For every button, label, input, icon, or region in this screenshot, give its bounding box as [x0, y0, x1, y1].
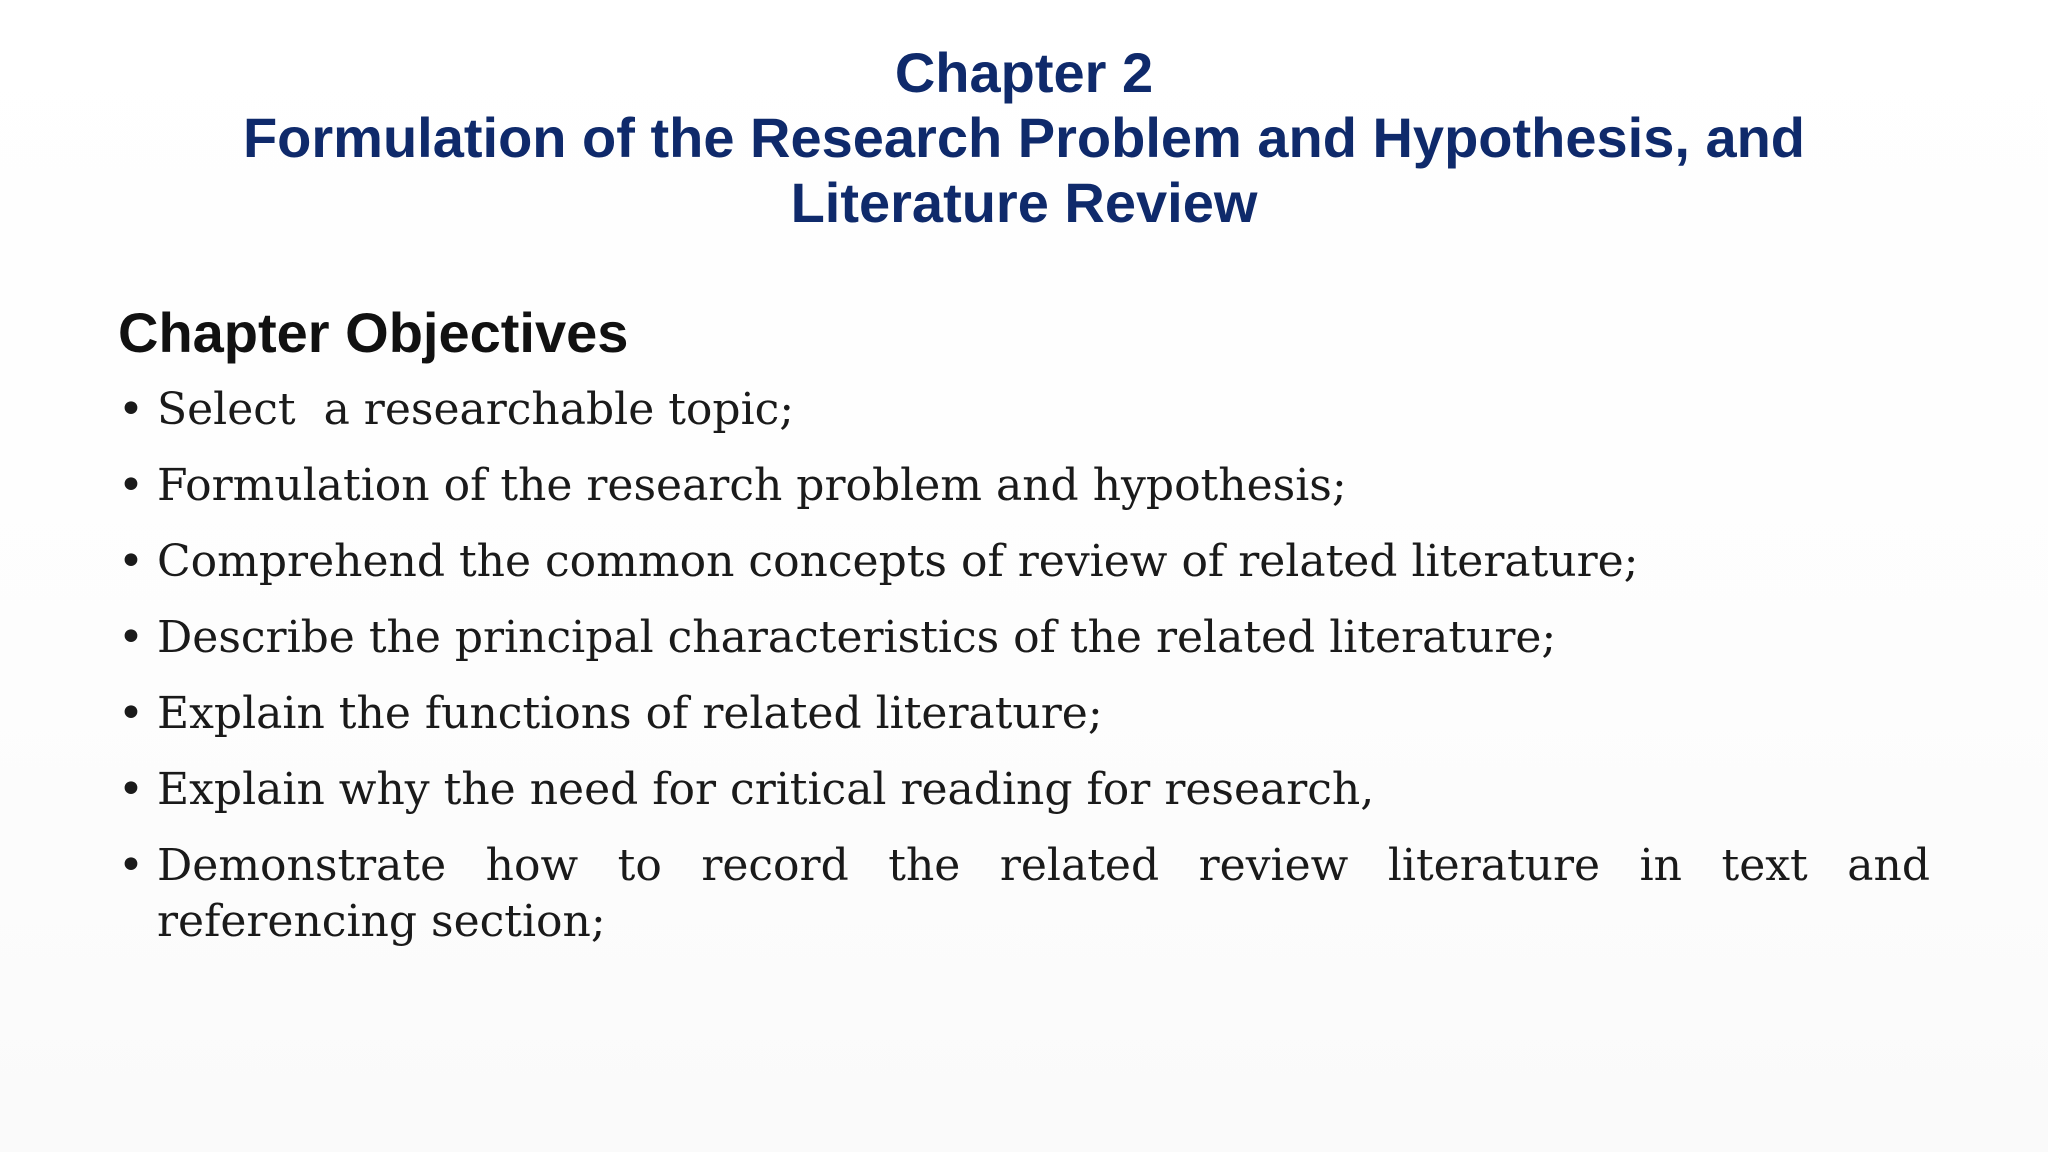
- objectives-list: [118, 382, 1930, 970]
- bullet-icon: •: [118, 536, 144, 587]
- title-chapter-number: Chapter 2: [894, 41, 1154, 104]
- title-main-line: Formulation of the Research Problem and Hypothesis, and: [242, 106, 1806, 169]
- objective-text: Formulation of the research problem and hypothesis;: [157, 460, 1347, 511]
- bullet-icon: •: [118, 460, 144, 511]
- objectives-heading: Chapter Objectives: [118, 301, 629, 364]
- bullet-icon: •: [118, 688, 144, 739]
- bullet-icon: •: [118, 840, 144, 891]
- objective-text: Explain the functions of related literature;: [157, 688, 1103, 739]
- objective-item: [118, 686, 1930, 742]
- objective-text: Describe the principal characteristics of the related literature;: [157, 612, 1557, 663]
- objective-item: [118, 534, 1930, 590]
- bullet-icon: •: [118, 384, 144, 435]
- objective-item: [118, 382, 1930, 438]
- objective-item: [118, 762, 1930, 818]
- slide-title: [150, 40, 1898, 235]
- objective-text: Comprehend the common concepts of review of related literature;: [157, 536, 1639, 587]
- objective-item: [118, 610, 1930, 666]
- bullet-icon: •: [118, 612, 144, 663]
- objective-text: Demonstrate how to record the related review literature in text and referencing section;: [157, 840, 1930, 947]
- objective-item: [118, 838, 1930, 950]
- title-subtitle-line: Literature Review: [790, 171, 1258, 234]
- objective-text: Explain why the need for critical reading for research,: [157, 764, 1375, 815]
- objective-item: [118, 458, 1930, 514]
- objective-text: Select a researchable topic;: [157, 384, 795, 435]
- bullet-icon: •: [118, 764, 144, 815]
